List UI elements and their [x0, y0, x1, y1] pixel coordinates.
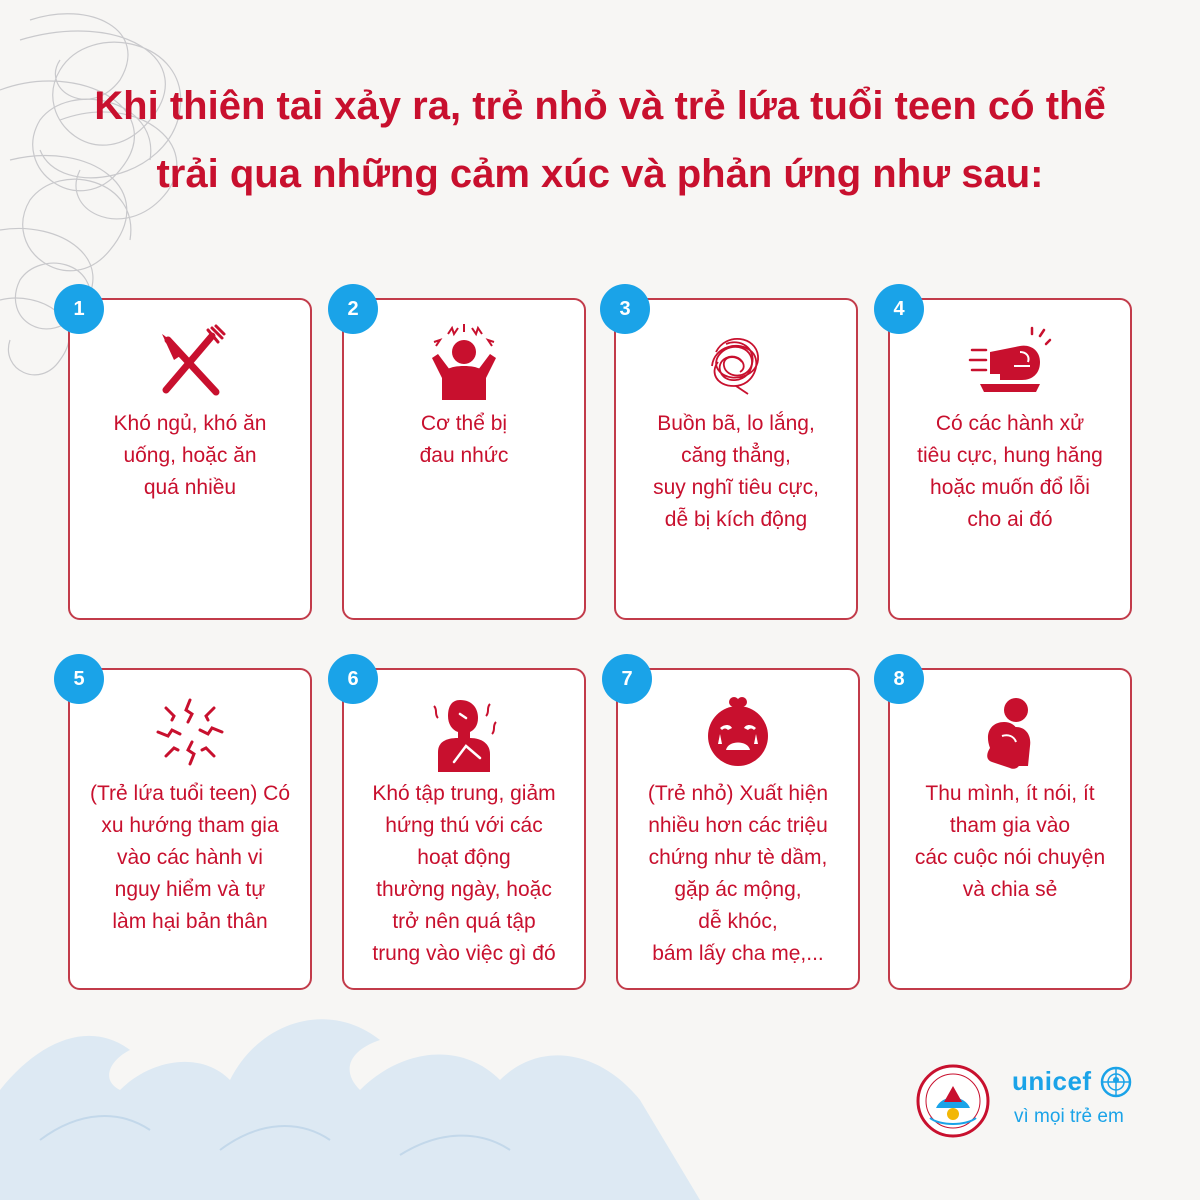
- stressed-person-icon: [424, 692, 504, 772]
- card-7: [616, 668, 860, 990]
- card-number-badge: 1: [54, 284, 104, 334]
- card-line: tham gia vào: [949, 814, 1071, 837]
- card-line: (Trẻ nhỏ) Xuất hiện: [647, 782, 829, 805]
- card-line: chứng như tè dầm,: [648, 846, 828, 869]
- page-title: [40, 72, 1160, 208]
- card-line: căng thẳng,: [681, 444, 791, 467]
- card-line: (Trẻ lứa tuổi teen) Có: [89, 782, 291, 805]
- card-4: [888, 298, 1132, 620]
- card-number-badge: 5: [54, 654, 104, 704]
- tangled-scribble-icon: [696, 322, 776, 402]
- headache-icon: [424, 322, 504, 402]
- title-line-1: Khi thiên tai xảy ra, trẻ nhỏ và trẻ lứa tuổi teen có thể: [94, 84, 1106, 128]
- card-line: đau nhức: [419, 444, 509, 467]
- footer-logos: [916, 1062, 1176, 1152]
- unicef-globe-icon: [1100, 1066, 1132, 1098]
- card-line: quá nhiều: [143, 476, 237, 499]
- card-line: và chia sẻ: [962, 878, 1058, 901]
- card-line: hứng thú với các: [385, 814, 543, 837]
- card-line: nhiều hơn các triệu: [648, 814, 828, 837]
- card-text: [354, 778, 574, 970]
- card-line: Thu mình, ít nói, ít: [925, 782, 1095, 805]
- card-line: dễ bị kích động: [664, 508, 808, 531]
- card-line: Buồn bã, lo lắng,: [657, 412, 815, 435]
- card-text: [626, 408, 846, 536]
- card-text: [900, 778, 1120, 906]
- card-text: [628, 778, 848, 970]
- crying-face-icon: [698, 692, 778, 772]
- card-line: gặp ác mộng,: [674, 878, 802, 901]
- card-text: [80, 408, 300, 504]
- card-number-badge: 6: [328, 654, 378, 704]
- card-line: hoặc muốn đổ lỗi: [930, 476, 1090, 499]
- card-8: [888, 668, 1132, 990]
- card-number-badge: 2: [328, 284, 378, 334]
- card-6: [342, 668, 586, 990]
- card-line: xu hướng tham gia: [101, 814, 279, 837]
- card-line: các cuộc nói chuyện: [914, 846, 1106, 869]
- card-1: [68, 298, 312, 620]
- card-text: [354, 408, 574, 472]
- card-number-badge: 7: [602, 654, 652, 704]
- card-line: Khó tập trung, giảm: [372, 782, 556, 805]
- card-line: Có các hành xử: [935, 412, 1085, 435]
- card-line: làm hại bản thân: [112, 910, 268, 933]
- card-line: vào các hành vi: [117, 846, 263, 869]
- fist-smash-icon: [962, 322, 1058, 402]
- card-number-badge: 8: [874, 654, 924, 704]
- card-line: hoạt động: [417, 846, 511, 869]
- card-line: Cơ thể bị: [420, 412, 508, 435]
- unicef-tagline: vì mọi trẻ em: [1014, 1106, 1124, 1127]
- government-seal-logo: [916, 1064, 990, 1138]
- card-line: trung vào việc gì đó: [372, 942, 556, 965]
- card-text: [900, 408, 1120, 536]
- card-line: cho ai đó: [967, 508, 1053, 531]
- card-line: suy nghĩ tiêu cực,: [653, 476, 819, 499]
- card-text: [80, 778, 300, 938]
- card-line: bám lấy cha mẹ,...: [652, 942, 824, 965]
- card-line: Khó ngủ, khó ăn: [113, 412, 267, 435]
- withdrawn-person-icon: [970, 692, 1050, 772]
- card-line: nguy hiểm và tự: [114, 878, 266, 901]
- card-number-badge: 4: [874, 284, 924, 334]
- card-line: dễ khóc,: [698, 910, 778, 933]
- card-3: [614, 298, 858, 620]
- card-number-badge: 3: [600, 284, 650, 334]
- fork-knife-icon: [150, 322, 230, 402]
- card-line: uống, hoặc ăn: [123, 444, 257, 467]
- card-line: trở nên quá tập: [392, 910, 536, 933]
- card-line: tiêu cực, hung hăng: [917, 444, 1103, 467]
- card-line: thường ngày, hoặc: [376, 878, 552, 901]
- card-2: [342, 298, 586, 620]
- title-line-2: trải qua những cảm xúc và phản ứng như sau:: [156, 152, 1044, 196]
- unicef-wordmark: unicef: [1012, 1066, 1092, 1096]
- burst-icon: [150, 692, 230, 772]
- card-5: [68, 668, 312, 990]
